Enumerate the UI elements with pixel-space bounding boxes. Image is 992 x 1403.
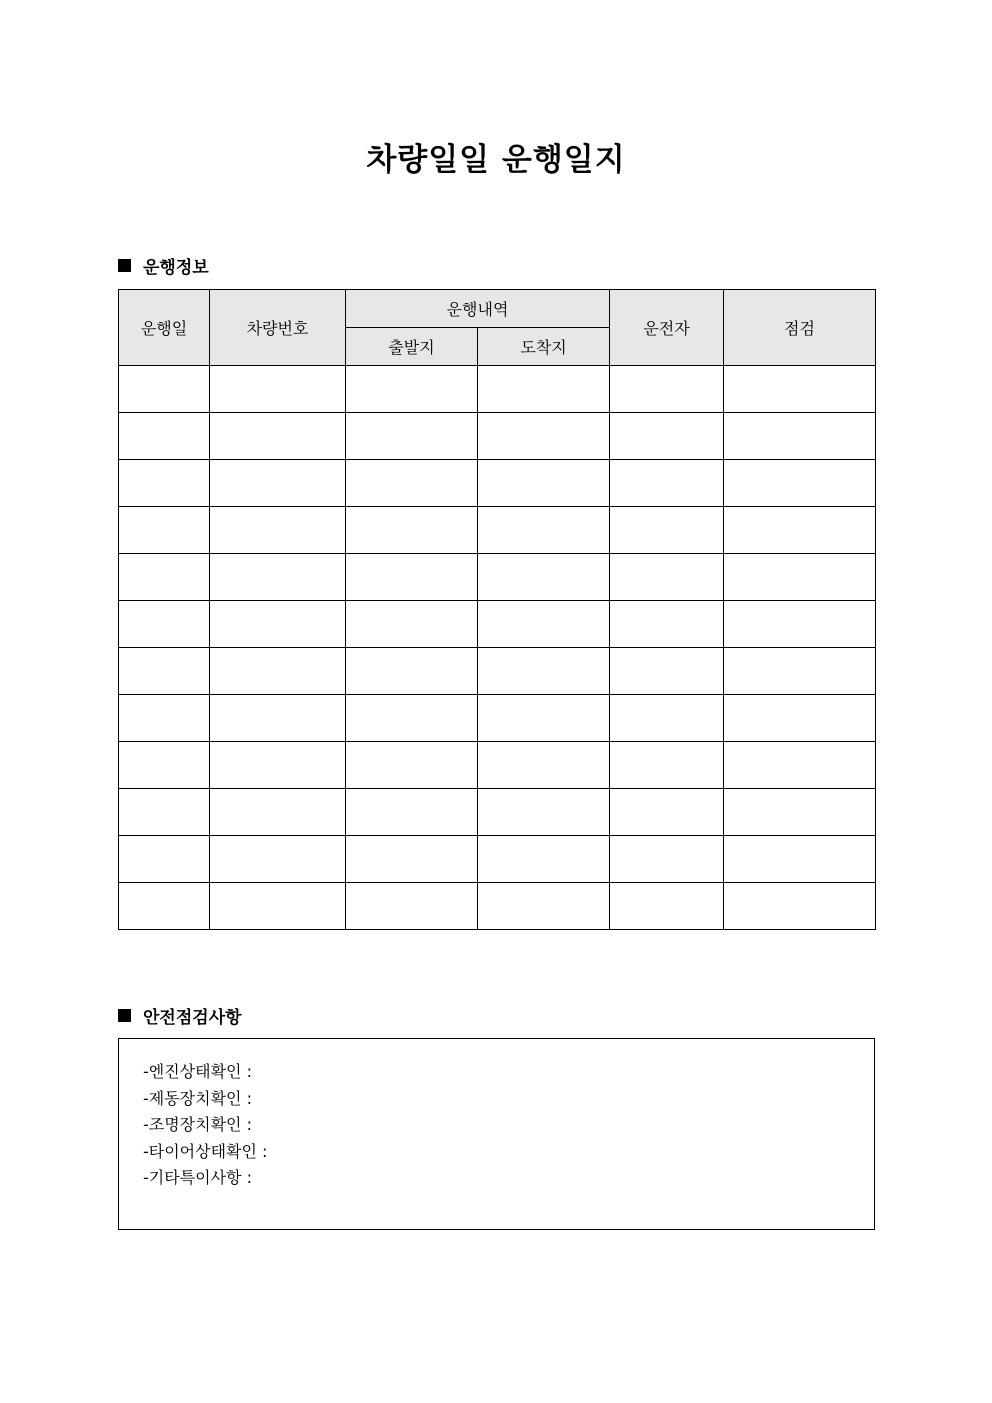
cell-inspection[interactable] xyxy=(724,601,876,648)
cell-vehicle-number[interactable] xyxy=(210,836,346,883)
col-header-inspection: 점검 xyxy=(724,290,876,366)
cell-vehicle-number[interactable] xyxy=(210,695,346,742)
page-title: 차량일일 운행일지 xyxy=(366,142,626,178)
cell-inspection[interactable] xyxy=(724,742,876,789)
cell-arrival[interactable] xyxy=(478,836,610,883)
cell-arrival[interactable] xyxy=(478,554,610,601)
section-heading-safety-label: 안전점검사항 xyxy=(143,1008,242,1028)
cell-arrival[interactable] xyxy=(478,460,610,507)
cell-date[interactable] xyxy=(119,366,210,413)
cell-arrival[interactable] xyxy=(478,883,610,930)
cell-driver[interactable] xyxy=(610,366,724,413)
col-header-date: 운행일 xyxy=(119,290,210,366)
cell-date[interactable] xyxy=(119,883,210,930)
safety-item-lighting: -조명장치확인 : xyxy=(143,1115,252,1134)
cell-date[interactable] xyxy=(119,742,210,789)
cell-departure[interactable] xyxy=(346,883,478,930)
square-bullet-icon xyxy=(118,1009,131,1022)
cell-driver[interactable] xyxy=(610,601,724,648)
cell-vehicle-number[interactable] xyxy=(210,648,346,695)
col-header-arrival: 도착지 xyxy=(478,328,610,366)
safety-checklist xyxy=(119,1039,874,1192)
table-row xyxy=(119,836,876,883)
cell-departure[interactable] xyxy=(346,366,478,413)
cell-arrival[interactable] xyxy=(478,366,610,413)
section-heading-info-label: 운행정보 xyxy=(143,258,209,278)
cell-inspection[interactable] xyxy=(724,460,876,507)
cell-inspection[interactable] xyxy=(724,883,876,930)
table-row xyxy=(119,460,876,507)
cell-inspection[interactable] xyxy=(724,695,876,742)
cell-arrival[interactable] xyxy=(478,507,610,554)
cell-vehicle-number[interactable] xyxy=(210,413,346,460)
section-heading-info xyxy=(118,253,209,278)
table-row xyxy=(119,507,876,554)
table-row xyxy=(119,601,876,648)
cell-driver[interactable] xyxy=(610,883,724,930)
safety-item-tire: -타이어상태확인 : xyxy=(143,1141,268,1161)
table-row xyxy=(119,413,876,460)
table-row xyxy=(119,883,876,930)
cell-departure[interactable] xyxy=(346,460,478,507)
log-table-body xyxy=(119,366,876,930)
cell-inspection[interactable] xyxy=(724,789,876,836)
cell-driver[interactable] xyxy=(610,836,724,883)
cell-departure[interactable] xyxy=(346,695,478,742)
col-header-route-group: 운행내역 xyxy=(346,290,610,328)
section-heading-safety xyxy=(118,1003,242,1028)
cell-vehicle-number[interactable] xyxy=(210,366,346,413)
log-table xyxy=(118,289,876,930)
cell-date[interactable] xyxy=(119,836,210,883)
table-row xyxy=(119,789,876,836)
cell-driver[interactable] xyxy=(610,695,724,742)
cell-departure[interactable] xyxy=(346,507,478,554)
square-bullet-icon xyxy=(118,259,131,272)
table-row xyxy=(119,554,876,601)
safety-item-engine: -엔진상태확인 : xyxy=(143,1062,252,1081)
cell-inspection[interactable] xyxy=(724,554,876,601)
table-row xyxy=(119,648,876,695)
cell-vehicle-number[interactable] xyxy=(210,507,346,554)
table-row xyxy=(119,695,876,742)
cell-inspection[interactable] xyxy=(724,836,876,883)
cell-inspection[interactable] xyxy=(724,413,876,460)
cell-vehicle-number[interactable] xyxy=(210,883,346,930)
cell-driver[interactable] xyxy=(610,507,724,554)
table-row xyxy=(119,366,876,413)
col-header-departure: 출발지 xyxy=(346,328,478,366)
cell-vehicle-number[interactable] xyxy=(210,554,346,601)
cell-departure[interactable] xyxy=(346,648,478,695)
col-header-vehicle-number: 차량번호 xyxy=(210,290,346,366)
cell-driver[interactable] xyxy=(610,789,724,836)
cell-date[interactable] xyxy=(119,460,210,507)
cell-driver[interactable] xyxy=(610,648,724,695)
cell-arrival[interactable] xyxy=(478,601,610,648)
cell-departure[interactable] xyxy=(346,554,478,601)
cell-departure[interactable] xyxy=(346,601,478,648)
cell-date[interactable] xyxy=(119,554,210,601)
cell-arrival[interactable] xyxy=(478,413,610,460)
cell-driver[interactable] xyxy=(610,742,724,789)
table-row xyxy=(119,742,876,789)
cell-arrival[interactable] xyxy=(478,742,610,789)
cell-inspection[interactable] xyxy=(724,507,876,554)
cell-departure[interactable] xyxy=(346,742,478,789)
cell-arrival[interactable] xyxy=(478,695,610,742)
cell-vehicle-number[interactable] xyxy=(210,742,346,789)
cell-departure[interactable] xyxy=(346,789,478,836)
cell-vehicle-number[interactable] xyxy=(210,789,346,836)
safety-item-other: -기타특이사항 : xyxy=(143,1168,252,1187)
cell-date[interactable] xyxy=(119,507,210,554)
cell-departure[interactable] xyxy=(346,413,478,460)
cell-date[interactable] xyxy=(119,648,210,695)
col-header-driver: 운전자 xyxy=(610,290,724,366)
cell-inspection[interactable] xyxy=(724,366,876,413)
cell-arrival[interactable] xyxy=(478,789,610,836)
cell-arrival[interactable] xyxy=(478,648,610,695)
cell-vehicle-number[interactable] xyxy=(210,601,346,648)
cell-inspection[interactable] xyxy=(724,648,876,695)
cell-driver[interactable] xyxy=(610,554,724,601)
cell-driver[interactable] xyxy=(610,413,724,460)
cell-departure[interactable] xyxy=(346,836,478,883)
cell-date[interactable] xyxy=(119,413,210,460)
cell-date[interactable] xyxy=(119,789,210,836)
safety-checklist-box xyxy=(118,1038,875,1230)
cell-date[interactable] xyxy=(119,695,210,742)
cell-driver[interactable] xyxy=(610,460,724,507)
cell-date[interactable] xyxy=(119,601,210,648)
safety-item-brake: -제동장치확인 : xyxy=(143,1088,252,1108)
cell-vehicle-number[interactable] xyxy=(210,460,346,507)
